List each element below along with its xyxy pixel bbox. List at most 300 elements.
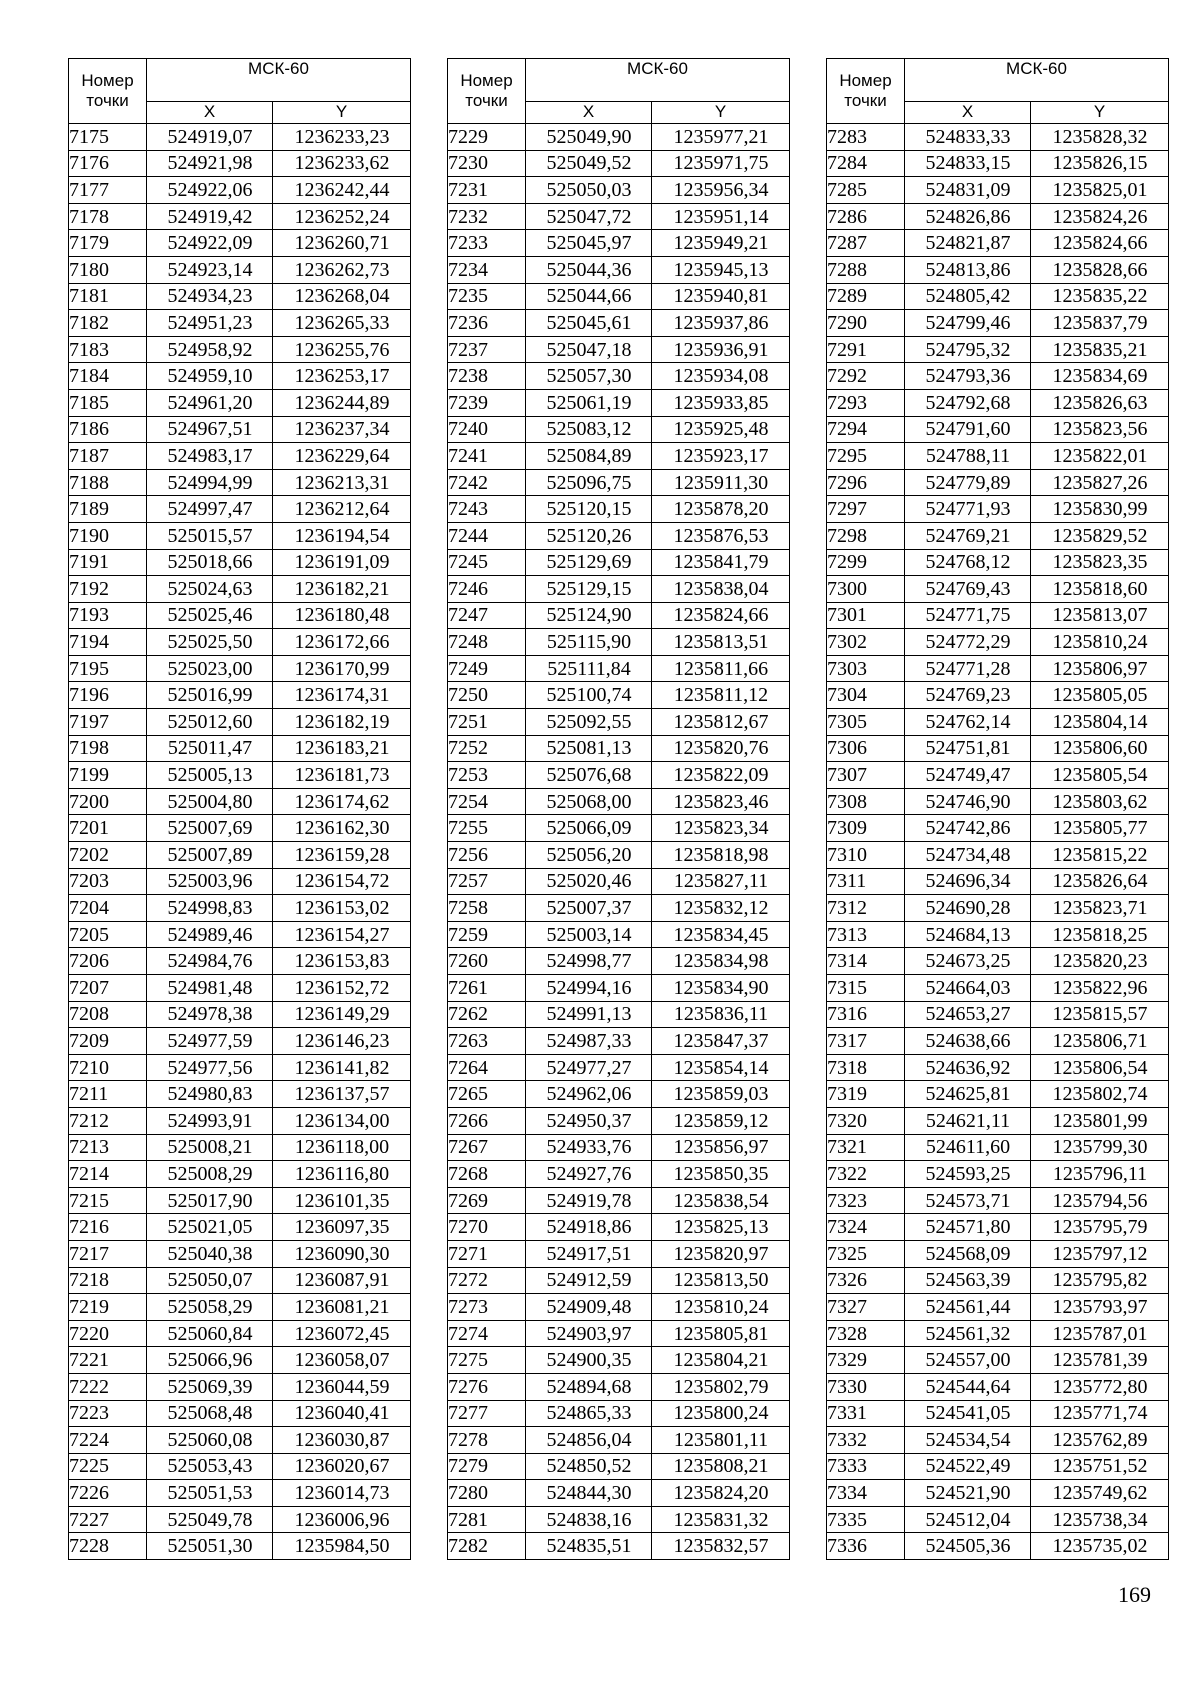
point-number-cell: 7208	[69, 1001, 147, 1028]
x-coordinate-cell: 524512,04	[905, 1506, 1031, 1533]
x-coordinate-cell: 524534,54	[905, 1427, 1031, 1454]
table-row	[827, 283, 1169, 310]
table-row	[448, 842, 790, 869]
x-coordinate-cell: 524696,34	[905, 868, 1031, 895]
point-number-cell: 7176	[69, 150, 147, 177]
y-coordinate-cell: 1236237,34	[273, 416, 411, 443]
y-coordinate-cell: 1235803,62	[1031, 788, 1169, 815]
point-number-cell: 7182	[69, 310, 147, 337]
x-coordinate-cell: 525008,29	[147, 1161, 273, 1188]
table-row	[827, 1001, 1169, 1028]
x-coordinate-cell: 525120,26	[526, 522, 652, 549]
x-coordinate-cell: 524742,86	[905, 815, 1031, 842]
x-coordinate-cell: 525100,74	[526, 682, 652, 709]
x-coordinate-cell: 525056,20	[526, 842, 652, 869]
table-row	[69, 549, 411, 576]
y-coordinate-cell: 1235802,79	[652, 1373, 790, 1400]
x-coordinate-cell: 524762,14	[905, 709, 1031, 736]
x-coordinate-cell: 525057,30	[526, 363, 652, 390]
table-row	[69, 895, 411, 922]
coordinate-system-header: МСК-60	[905, 59, 1169, 102]
y-coordinate-cell: 1235781,39	[1031, 1347, 1169, 1374]
x-coordinate-cell: 524994,16	[526, 975, 652, 1002]
y-coordinate-cell: 1235834,69	[1031, 363, 1169, 390]
x-coordinate-cell: 524568,09	[905, 1240, 1031, 1267]
table-row	[69, 1028, 411, 1055]
table-row	[448, 1081, 790, 1108]
table-row	[448, 124, 790, 151]
point-number-cell: 7215	[69, 1187, 147, 1214]
y-coordinate-cell: 1235830,99	[1031, 496, 1169, 523]
point-number-cell: 7277	[448, 1400, 526, 1427]
point-number-cell: 7196	[69, 682, 147, 709]
y-coordinate-cell: 1235824,66	[652, 602, 790, 629]
table-row	[69, 868, 411, 895]
point-number-cell: 7286	[827, 203, 905, 230]
y-coordinate-cell: 1235738,34	[1031, 1506, 1169, 1533]
table-row	[69, 363, 411, 390]
y-coordinate-cell: 1235806,71	[1031, 1028, 1169, 1055]
table-row	[69, 283, 411, 310]
point-number-cell: 7317	[827, 1028, 905, 1055]
table-row	[827, 1267, 1169, 1294]
y-coordinate-cell: 1235836,11	[652, 1001, 790, 1028]
table-row	[827, 203, 1169, 230]
x-coordinate-cell: 524933,76	[526, 1134, 652, 1161]
table-row	[448, 895, 790, 922]
y-coordinate-cell: 1236182,19	[273, 709, 411, 736]
x-coordinate-cell: 525016,99	[147, 682, 273, 709]
x-coordinate-cell: 524835,51	[526, 1533, 652, 1560]
y-coordinate-cell: 1236174,62	[273, 788, 411, 815]
y-coordinate-cell: 1236014,73	[273, 1480, 411, 1507]
point-number-cell: 7336	[827, 1533, 905, 1560]
x-coordinate-cell: 524769,21	[905, 522, 1031, 549]
point-number-cell: 7280	[448, 1480, 526, 1507]
y-coordinate-cell: 1235936,91	[652, 336, 790, 363]
y-coordinate-cell: 1236170,99	[273, 655, 411, 682]
point-number-cell: 7219	[69, 1294, 147, 1321]
table-row	[69, 336, 411, 363]
point-number-cell: 7252	[448, 735, 526, 762]
x-coordinate-cell: 525076,68	[526, 762, 652, 789]
point-number-cell: 7266	[448, 1107, 526, 1134]
table-row	[827, 177, 1169, 204]
x-coordinate-cell: 525049,78	[147, 1506, 273, 1533]
y-coordinate-cell: 1235805,54	[1031, 762, 1169, 789]
y-coordinate-cell: 1236194,54	[273, 522, 411, 549]
x-coordinate-cell: 525081,13	[526, 735, 652, 762]
point-number-cell: 7191	[69, 549, 147, 576]
x-coordinate-cell: 525050,03	[526, 177, 652, 204]
y-coordinate-cell: 1235971,75	[652, 150, 790, 177]
x-coordinate-cell: 525049,52	[526, 150, 652, 177]
table-row	[448, 948, 790, 975]
y-coordinate-cell: 1235793,97	[1031, 1294, 1169, 1321]
x-coordinate-cell: 525047,18	[526, 336, 652, 363]
table-row	[827, 576, 1169, 603]
y-coordinate-cell: 1235951,14	[652, 203, 790, 230]
point-number-cell: 7288	[827, 256, 905, 283]
table-row	[827, 602, 1169, 629]
x-coordinate-cell: 524980,83	[147, 1081, 273, 1108]
y-column-header: Y	[652, 101, 790, 123]
x-coordinate-cell: 525017,90	[147, 1187, 273, 1214]
x-coordinate-cell: 524768,12	[905, 549, 1031, 576]
y-coordinate-cell: 1235838,54	[652, 1187, 790, 1214]
y-coordinate-cell: 1236253,17	[273, 363, 411, 390]
point-number-cell: 7293	[827, 389, 905, 416]
x-coordinate-cell: 524833,15	[905, 150, 1031, 177]
x-coordinate-cell: 524793,36	[905, 363, 1031, 390]
x-coordinate-cell: 524844,30	[526, 1480, 652, 1507]
table-row	[69, 1480, 411, 1507]
point-number-cell: 7282	[448, 1533, 526, 1560]
y-coordinate-cell: 1236229,64	[273, 443, 411, 470]
x-coordinate-cell: 524833,33	[905, 124, 1031, 151]
table-row	[69, 416, 411, 443]
point-number-cell: 7326	[827, 1267, 905, 1294]
x-coordinate-cell: 524805,42	[905, 283, 1031, 310]
point-number-cell: 7185	[69, 389, 147, 416]
y-coordinate-cell: 1235827,11	[652, 868, 790, 895]
x-coordinate-cell: 524544,64	[905, 1373, 1031, 1400]
x-coordinate-cell: 524673,25	[905, 948, 1031, 975]
table-row	[69, 1134, 411, 1161]
point-number-cell: 7212	[69, 1107, 147, 1134]
y-coordinate-cell: 1235818,60	[1031, 576, 1169, 603]
x-coordinate-cell: 524997,47	[147, 496, 273, 523]
table-row	[69, 310, 411, 337]
table-row	[827, 682, 1169, 709]
table-row	[827, 1214, 1169, 1241]
table-row	[448, 1134, 790, 1161]
table-row	[69, 1107, 411, 1134]
x-coordinate-cell: 525012,60	[147, 709, 273, 736]
y-coordinate-cell: 1235787,01	[1031, 1320, 1169, 1347]
y-coordinate-cell: 1236182,21	[273, 576, 411, 603]
point-number-cell: 7267	[448, 1134, 526, 1161]
point-number-cell: 7242	[448, 469, 526, 496]
table-row	[69, 602, 411, 629]
coordinates-table-3	[826, 58, 1169, 1560]
table-row	[448, 576, 790, 603]
point-number-cell: 7322	[827, 1161, 905, 1188]
y-coordinate-cell: 1236242,44	[273, 177, 411, 204]
table-row	[69, 1054, 411, 1081]
point-number-cell: 7216	[69, 1214, 147, 1241]
table-row	[827, 1347, 1169, 1374]
point-number-cell: 7218	[69, 1267, 147, 1294]
y-coordinate-cell: 1236268,04	[273, 283, 411, 310]
x-coordinate-cell: 524541,05	[905, 1400, 1031, 1427]
table-row	[448, 363, 790, 390]
y-coordinate-cell: 1235825,13	[652, 1214, 790, 1241]
x-coordinate-cell: 524958,92	[147, 336, 273, 363]
x-coordinate-cell: 525050,07	[147, 1267, 273, 1294]
x-coordinate-cell: 525129,69	[526, 549, 652, 576]
point-number-cell: 7214	[69, 1161, 147, 1188]
table-row	[448, 416, 790, 443]
point-number-cell: 7257	[448, 868, 526, 895]
x-coordinate-cell: 524749,47	[905, 762, 1031, 789]
y-coordinate-cell: 1236191,09	[273, 549, 411, 576]
point-number-cell: 7207	[69, 975, 147, 1002]
y-coordinate-cell: 1235826,64	[1031, 868, 1169, 895]
y-coordinate-cell: 1236134,00	[273, 1107, 411, 1134]
y-coordinate-cell: 1236149,29	[273, 1001, 411, 1028]
x-coordinate-cell: 525005,13	[147, 762, 273, 789]
y-coordinate-cell: 1235856,97	[652, 1134, 790, 1161]
y-coordinate-cell: 1235825,01	[1031, 177, 1169, 204]
x-coordinate-cell: 524994,99	[147, 469, 273, 496]
table-row	[69, 256, 411, 283]
x-coordinate-cell: 524967,51	[147, 416, 273, 443]
point-number-cell: 7319	[827, 1081, 905, 1108]
point-number-cell: 7295	[827, 443, 905, 470]
y-coordinate-cell: 1235811,66	[652, 655, 790, 682]
y-coordinate-cell: 1236252,24	[273, 203, 411, 230]
point-number-cell: 7320	[827, 1107, 905, 1134]
point-number-cell: 7321	[827, 1134, 905, 1161]
x-coordinate-cell: 525045,97	[526, 230, 652, 257]
x-coordinate-cell: 524921,98	[147, 150, 273, 177]
y-coordinate-cell: 1235940,81	[652, 283, 790, 310]
x-coordinate-cell: 525124,90	[526, 602, 652, 629]
point-number-cell: 7314	[827, 948, 905, 975]
table-row	[448, 788, 790, 815]
y-coordinate-cell: 1235823,35	[1031, 549, 1169, 576]
x-coordinate-cell: 525025,50	[147, 629, 273, 656]
table-row	[69, 1427, 411, 1454]
x-coordinate-cell: 524998,83	[147, 895, 273, 922]
x-coordinate-cell: 525011,47	[147, 735, 273, 762]
point-number-cell: 7283	[827, 124, 905, 151]
y-coordinate-cell: 1235795,79	[1031, 1214, 1169, 1241]
point-number-cell: 7181	[69, 283, 147, 310]
y-coordinate-cell: 1235911,30	[652, 469, 790, 496]
x-coordinate-cell: 524998,77	[526, 948, 652, 975]
x-coordinate-cell: 525007,89	[147, 842, 273, 869]
table-row	[827, 1081, 1169, 1108]
y-coordinate-cell: 1236044,59	[273, 1373, 411, 1400]
x-coordinate-cell: 525044,36	[526, 256, 652, 283]
point-number-cell: 7296	[827, 469, 905, 496]
point-number-cell: 7276	[448, 1373, 526, 1400]
point-number-cell: 7217	[69, 1240, 147, 1267]
point-number-cell: 7247	[448, 602, 526, 629]
table-row	[69, 629, 411, 656]
x-coordinate-cell: 524919,42	[147, 203, 273, 230]
table-row	[827, 1294, 1169, 1321]
table-row	[448, 1161, 790, 1188]
table-row	[448, 1506, 790, 1533]
table-row	[69, 842, 411, 869]
point-number-cell: 7284	[827, 150, 905, 177]
x-coordinate-cell: 525068,48	[147, 1400, 273, 1427]
point-number-cell: 7304	[827, 682, 905, 709]
y-coordinate-cell: 1236262,73	[273, 256, 411, 283]
table-row	[448, 336, 790, 363]
x-coordinate-cell: 524653,27	[905, 1001, 1031, 1028]
x-coordinate-cell: 524799,46	[905, 310, 1031, 337]
table-row	[827, 655, 1169, 682]
y-coordinate-cell: 1235826,63	[1031, 389, 1169, 416]
table-row	[69, 1001, 411, 1028]
point-number-cell: 7308	[827, 788, 905, 815]
table-row	[69, 389, 411, 416]
y-coordinate-cell: 1235841,79	[652, 549, 790, 576]
x-coordinate-cell: 525058,29	[147, 1294, 273, 1321]
point-number-cell: 7197	[69, 709, 147, 736]
point-number-cell: 7265	[448, 1081, 526, 1108]
table-row	[69, 1214, 411, 1241]
y-coordinate-cell: 1236233,23	[273, 124, 411, 151]
table-row	[69, 1533, 411, 1560]
y-coordinate-cell: 1235820,97	[652, 1240, 790, 1267]
table-row	[827, 788, 1169, 815]
y-coordinate-cell: 1236141,82	[273, 1054, 411, 1081]
point-number-cell: 7331	[827, 1400, 905, 1427]
table-row	[448, 921, 790, 948]
table-row	[69, 576, 411, 603]
table-row	[69, 1320, 411, 1347]
y-coordinate-cell: 1235854,14	[652, 1054, 790, 1081]
point-number-cell: 7273	[448, 1294, 526, 1321]
x-coordinate-cell: 524557,00	[905, 1347, 1031, 1374]
y-coordinate-cell: 1236097,35	[273, 1214, 411, 1241]
y-coordinate-cell: 1236154,72	[273, 868, 411, 895]
point-number-cell: 7254	[448, 788, 526, 815]
y-coordinate-cell: 1235810,24	[1031, 629, 1169, 656]
point-number-cell: 7281	[448, 1506, 526, 1533]
table-row	[827, 522, 1169, 549]
x-coordinate-cell: 525115,90	[526, 629, 652, 656]
y-coordinate-cell: 1235801,99	[1031, 1107, 1169, 1134]
x-column-header: X	[526, 101, 652, 123]
y-coordinate-cell: 1235984,50	[273, 1533, 411, 1560]
table-row	[827, 815, 1169, 842]
x-coordinate-cell: 525051,53	[147, 1480, 273, 1507]
y-coordinate-cell: 1236181,73	[273, 762, 411, 789]
point-number-cell: 7324	[827, 1214, 905, 1241]
point-number-cell: 7299	[827, 549, 905, 576]
table-row	[827, 124, 1169, 151]
y-coordinate-cell: 1235813,51	[652, 629, 790, 656]
table-row	[448, 709, 790, 736]
x-column-header: X	[905, 101, 1031, 123]
point-number-cell: 7259	[448, 921, 526, 948]
point-number-cell: 7180	[69, 256, 147, 283]
x-coordinate-cell: 525003,14	[526, 921, 652, 948]
x-coordinate-cell: 524636,92	[905, 1054, 1031, 1081]
point-number-cell: 7184	[69, 363, 147, 390]
x-coordinate-cell: 525015,57	[147, 522, 273, 549]
x-column-header: X	[147, 101, 273, 123]
y-coordinate-cell: 1235806,60	[1031, 735, 1169, 762]
point-number-header: Номер точки	[448, 59, 526, 124]
table-row	[69, 443, 411, 470]
table-row	[448, 1480, 790, 1507]
y-coordinate-cell: 1235834,45	[652, 921, 790, 948]
table-row	[69, 230, 411, 257]
x-coordinate-cell: 525069,39	[147, 1373, 273, 1400]
y-coordinate-cell: 1235749,62	[1031, 1480, 1169, 1507]
y-coordinate-cell: 1236116,80	[273, 1161, 411, 1188]
point-number-cell: 7213	[69, 1134, 147, 1161]
y-coordinate-cell: 1235835,21	[1031, 336, 1169, 363]
x-coordinate-cell: 525004,80	[147, 788, 273, 815]
table-row	[69, 1267, 411, 1294]
table-row	[69, 522, 411, 549]
point-number-cell: 7201	[69, 815, 147, 842]
y-coordinate-cell: 1236265,33	[273, 310, 411, 337]
x-coordinate-cell: 524505,36	[905, 1533, 1031, 1560]
table-row	[827, 1187, 1169, 1214]
y-coordinate-cell: 1235859,03	[652, 1081, 790, 1108]
point-number-cell: 7264	[448, 1054, 526, 1081]
x-coordinate-cell: 524769,43	[905, 576, 1031, 603]
point-number-cell: 7330	[827, 1373, 905, 1400]
table-row	[69, 815, 411, 842]
x-coordinate-cell: 524625,81	[905, 1081, 1031, 1108]
point-number-cell: 7177	[69, 177, 147, 204]
table-row	[827, 1373, 1169, 1400]
point-number-cell: 7175	[69, 124, 147, 151]
y-coordinate-cell: 1235735,02	[1031, 1533, 1169, 1560]
point-number-cell: 7179	[69, 230, 147, 257]
x-coordinate-cell: 525003,96	[147, 868, 273, 895]
point-number-cell: 7249	[448, 655, 526, 682]
x-coordinate-cell: 524771,28	[905, 655, 1031, 682]
y-coordinate-cell: 1236233,62	[273, 150, 411, 177]
x-coordinate-cell: 525066,09	[526, 815, 652, 842]
x-coordinate-cell: 524746,90	[905, 788, 1031, 815]
page-number: 169	[1118, 1582, 1151, 1607]
y-coordinate-cell: 1235834,90	[652, 975, 790, 1002]
x-coordinate-cell: 525051,30	[147, 1533, 273, 1560]
y-coordinate-cell: 1235933,85	[652, 389, 790, 416]
table-row	[448, 1294, 790, 1321]
point-number-cell: 7236	[448, 310, 526, 337]
point-number-cell: 7187	[69, 443, 147, 470]
x-coordinate-cell: 525129,15	[526, 576, 652, 603]
y-column-header: Y	[273, 101, 411, 123]
point-number-cell: 7261	[448, 975, 526, 1002]
table-row	[827, 150, 1169, 177]
y-coordinate-cell: 1235847,37	[652, 1028, 790, 1055]
x-coordinate-cell: 524521,90	[905, 1480, 1031, 1507]
x-coordinate-cell: 524821,87	[905, 230, 1031, 257]
x-coordinate-cell: 524977,59	[147, 1028, 273, 1055]
x-coordinate-cell: 524991,13	[526, 1001, 652, 1028]
table-row	[827, 310, 1169, 337]
y-coordinate-cell: 1235977,21	[652, 124, 790, 151]
y-coordinate-cell: 1235820,23	[1031, 948, 1169, 975]
table-row	[69, 921, 411, 948]
x-coordinate-cell: 524826,86	[905, 203, 1031, 230]
y-coordinate-cell: 1235834,98	[652, 948, 790, 975]
point-number-cell: 7235	[448, 283, 526, 310]
point-number-cell: 7237	[448, 336, 526, 363]
y-coordinate-cell: 1235806,54	[1031, 1054, 1169, 1081]
x-coordinate-cell: 524838,16	[526, 1506, 652, 1533]
table-row	[448, 1427, 790, 1454]
x-coordinate-cell: 524962,06	[526, 1081, 652, 1108]
table-row	[448, 682, 790, 709]
point-number-cell: 7199	[69, 762, 147, 789]
point-number-cell: 7241	[448, 443, 526, 470]
